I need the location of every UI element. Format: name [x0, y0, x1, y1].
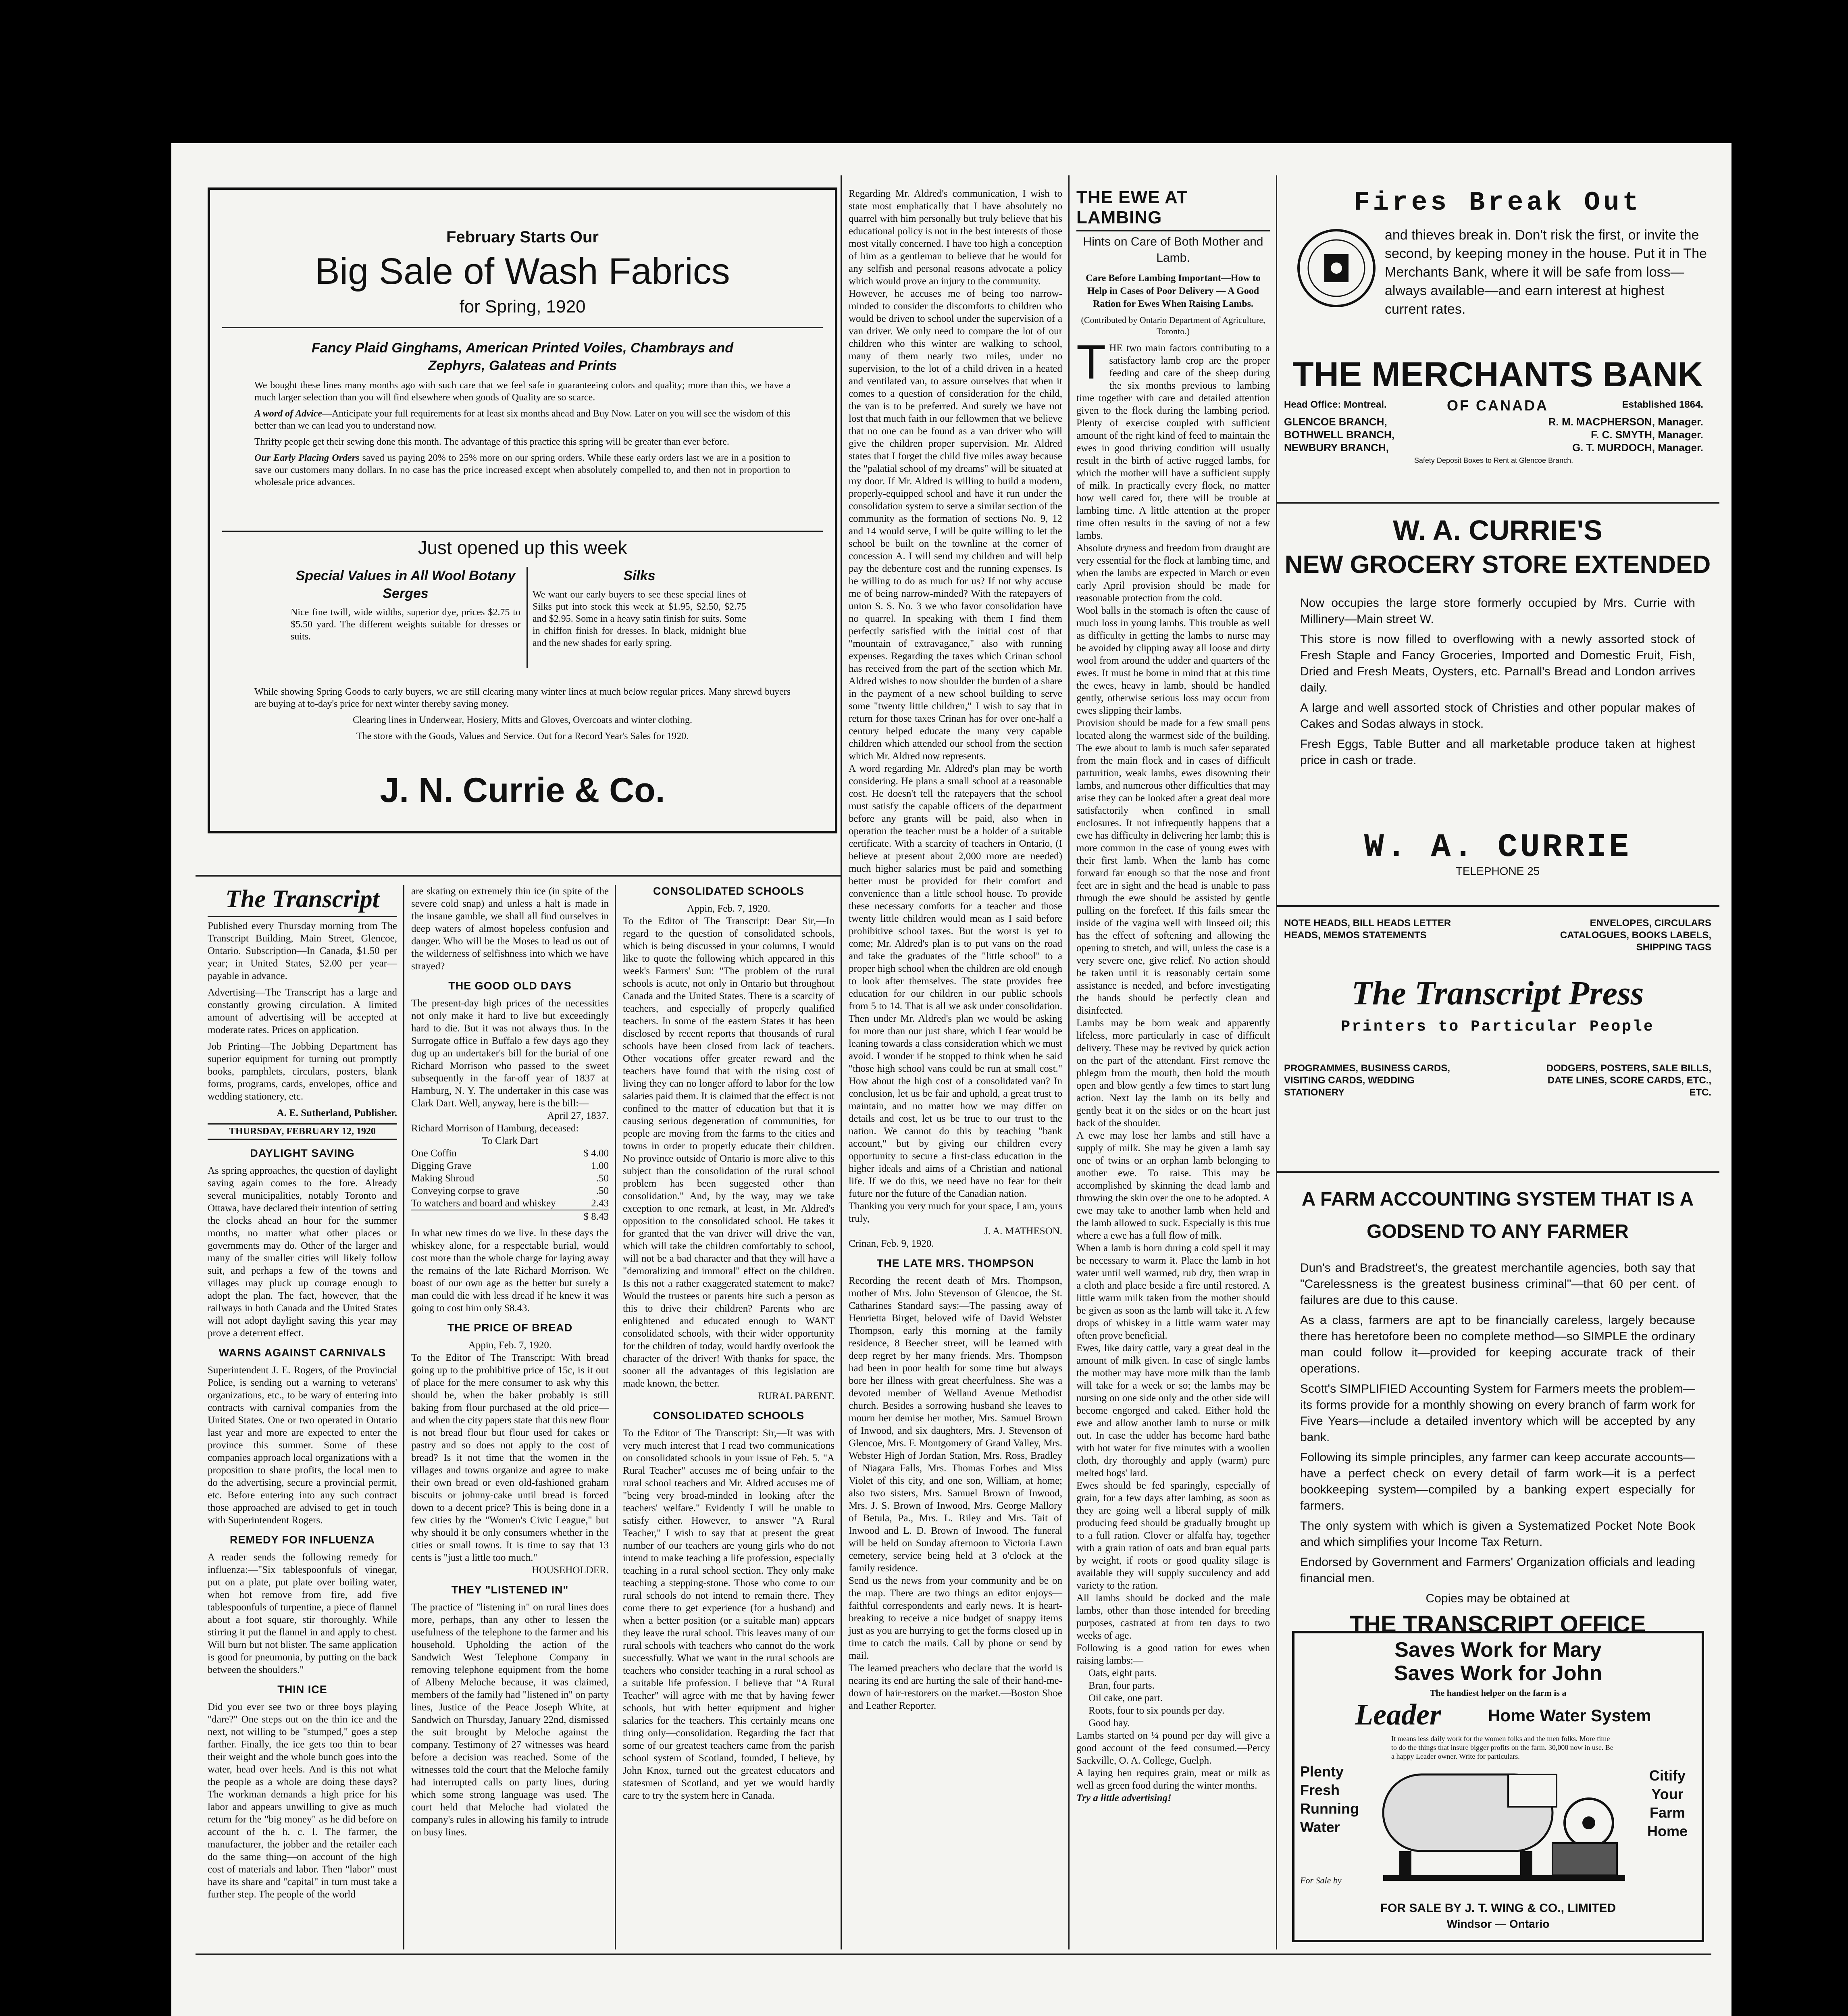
bank-of-canada: OF CANADA [1447, 397, 1548, 414]
ration-item: Roots, four to six pounds per day. [1088, 1705, 1225, 1716]
leader-right: Citify Your Farm Home [1647, 1767, 1688, 1839]
ad-body: We bought these lines many months ago with such care that we feel safe in guaranteeing colors and quality; more than this, we have a much larger selection than you will find elsewhere when goods of Quality are so scarce. A word of Advice—Anticipate your full requirements for at least six months ahead and Buy Now. Later on you will see the wisdom of this better than we can lead you to understand now. Thrifty people get their sewing done this month. The advantage of this practice this spring will be greater than ever before. Our Early Placing Orders saved us paying 20% to 25% more on our spring orders. While these early orders last we are in a position to save our customers many dollars. In no case has the price increased except when absolutely compelled to, and then not in proportion to wholesale price advances. [254, 380, 791, 487]
ad-body-2: While showing Spring Goods to early buyers, we are still clearing many winter lines at much below regular prices. Many shrewd buyers are buying at to-day's price for next winter thereby saving money. Clearing lines in Underwear, Hosiery, Mitts and Gloves, Overcoats and winter clothing. The store with the Goods, Values and Service. Out for a Record Year's Sales for 1920. [254, 687, 791, 741]
branch-row: GLENCOE BRANCH, R. M. MACPHERSON, Manager. [1284, 416, 1703, 428]
leader-brand: Leader [1355, 1698, 1441, 1731]
press-tagline: Printers to Particular People [1341, 1018, 1654, 1035]
bread-head: THE PRICE OF BREAD [447, 1322, 573, 1334]
silks-block: Silks We want our early buyers to see these special lines of Silks put into stock this week at $1.95, $2.50, $2.75 and $2.95. Some in a heavy satin finish for suits. Some in chiffon finish for dresses. In black, midnight blue and the new shades for early spring. [533, 568, 746, 648]
water-tank-icon [1375, 1762, 1633, 1895]
ewe-sub: Hints on Care of Both Mother and Lamb. [1083, 235, 1263, 264]
press-left-bottom: PROGRAMMES, BUSINESS CARDS, VISITING CARDS, WEDDING STATIONERY [1284, 1063, 1451, 1098]
serges-block: Special Values in All Wool Botany Serges Nice fine twill, wide widths, superior dye, prices $2.75 to $5.50 yard. The different weights suitable for dresses or suits. [291, 568, 520, 642]
listened-head: THEY "LISTENED IN" [451, 1584, 569, 1596]
bank-name: THE MERCHANTS BANK [1292, 355, 1703, 394]
news-text: Send us the news from your community and be on the map. There are two things an editor enjoys—faithful correspondents and early news. It is heart-breaking to receive a nice budget of snappy items just as you are hurrying to get the forms closed up in time to catch the mails. Call by phone or send by mail. [849, 1575, 1062, 1661]
press-left-top: NOTE HEADS, BILL HEADS LETTER HEADS, MEMOS STATEMENTS [1284, 918, 1451, 941]
press-right-bottom: DODGERS, POSTERS, SALE BILLS, DATE LINES, SCORE CARDS, ETC., ETC. [1546, 1063, 1711, 1098]
cons-dateline: Appin, Feb. 7, 1920. [687, 903, 770, 914]
influenza-head: REMEDY FOR INFLUENZA [229, 1534, 375, 1546]
leader-line3: The handiest helper on the farm is a [1430, 1688, 1567, 1698]
matheson-a: Regarding Mr. Aldred's communication, I wish to state most emphatically that I have absolutely no quarrel with him personally but truly believe that his educational policy is not in the best interests of those most vitally concerned. I have too high a conception of him as a gentleman to believe that he would for any selfish and personal reasons advocate a policy which would prove an injury to the community. [849, 188, 1062, 287]
just-opened: Just opened up this week [418, 537, 627, 558]
bill-item: Conveying corpse to grave .50 [411, 1185, 609, 1196]
grocery-body: Now occupies the large store formerly occupied by Mrs. Currie with Millinery—Main street W. This store is now filled to overflowing with a newly assorted stock of Fresh Staple and Fancy Groceries, Imported and Domestic Fruit, Fish, Dried and Fresh Meats, Oysters, etc. Parnall's Bread and London arrives daily. A large and well assorted stock of Christies and other popular makes of Cakes and Sodas always in stock. Fresh Eggs, Table Butter and all marketable produce taken at highest price in cash or trade. [1300, 596, 1695, 767]
ewe-head: THE EWE AT LAMBING [1076, 187, 1188, 227]
cons-text: To the Editor of The Transcript: Dear Sir,—In regard to the question of consolidated schools, which is being discussed in your columns, I would like to quote the following which appeared in this week's Farmers' Sun: "The problem of the rural schools is acute, not only in Ontario but throughout Canada and the United States. There is a scarcity of teachers, and especially of properly qualified teachers. In some of the eastern States it has been disclosed by recent reports that thousands of rural schools have been closed from lack of teachers. Other vocations offer greater reward and the teachers have found that with the rising cost of living they can no longer afford to labor for the low salaries paid them. It is claimed that the effect is not confined to the matter of education but that it is causing serious degeneration of communities, for people are moving from the farms to the cities and towns in order to properly educate their children. No province outside of Ontario is more alive to this subject than the consolidation of the rural school problem has been suggested other than consolidation." And, by the way, may we take exception to one remark, at least, in Mr. Aldred's opposition to the consolidated school. He takes it for granted that the van driver will drive the van, which will take the children comfortably to school, will not be a bad character and that they will have a "demoralizing and immoral" effect on the children. Is this not a rather exaggerated statement to make? Would the trustees or parents hire such a person as this to drive their children? Parents who are enlightened and educated enough to WANT consolidated schools, with their wider opportunity for the children of today, would hardly overlook the character of the driver! With thanks for space, the sooner all the advantages of this legislation are made known, the better. [623, 916, 835, 1389]
bill-to: To Clark Dart [482, 1135, 538, 1146]
carnivals-head: WARNS AGAINST CARNIVALS [219, 1347, 386, 1359]
branch-row: NEWBURY BRANCH, G. T. MURDOCH, Manager. [1284, 442, 1703, 454]
ewe-c: Wool balls in the stomach is often the cause of much loss in young lambs. This trouble as well as difficulty in getting the lambs to nurse may be avoided by clipping away all loose and dirty wool from around the udder and quarters of the ewes. It must be borne in mind that at this time the ewes, heavy in lamb, should be handled gently, otherwise serious loss may occur from ewes slipping their lambs. [1076, 605, 1270, 716]
leader-line1: Saves Work for Mary [1394, 1638, 1602, 1662]
bank-branches [1284, 415, 1703, 467]
accounting-office: THE TRANSCRIPT OFFICE [1349, 1611, 1646, 1637]
bill-item: Making Shroud .50 [411, 1173, 609, 1184]
matheson-c: A word regarding Mr. Aldred's plan may be worth considering. He plans a small school at a reasonable cost. He doesn't tell the ratepayers that the school must satisfy the capable officers of the department before any grants will be paid, also when in operation the teacher must be a holder of a suitable certificate. With a scarcity of teachers in Ontario, (I believe at present about 2,000 more are needed) much higher salaries must be paid and something better must be provided for their comfort and convenience than a little school house. To provide these necessary comforts for a teacher and those twenty little children would mean as I said before prohibitive school taxes. But the worst is yet to come; Mr. Aldred's plan is to put vans on the road and take the graduates of the "little school" to a proper high school when the children are old enough to look after themselves. The state provides free education for our children in our public schools from 5 to 14. That is all we ask under consolidation. Then under Mr. Aldred's plan we would be asking for more than our just share, which I fear would be leaning towards a class consideration which we must avoid. I wonder if he stopped to think when he said "those high school vans could be run at small cost." How about the high cost of a consolidated van? In conclusion, let us be fair and uphold, a great trust to maintain, and no matter how we may differ on details and cost, let us be true to our trust to the nation. We cannot do this by teaching "bank account," but by giving our children every opportunity to secure a first-class education in the higher ideals and aims of a Christian and national life. If we do this, we need have no fear for their future nor the future of the Canadian nation. [849, 763, 1062, 1199]
ewe-a: THE two main factors contributing to a satisfactory lamb crop are the proper feeding and care of the sheep during the six months previous to lambing time together with care and detailed attention given to the flock during the lambing period. Plenty of exercise coupled with sufficient amount of the right kind of feed to maintain the ewes in good thriving condition will usually result in the birth of active rugged lambs, for which the mother will have a sufficient supply of milk. In practically every flock, no matter how well cared for, there will be trouble at lambing time. A little attention at the proper time often results in the saving of not a few lambs. [1076, 335, 1270, 541]
column-1 [208, 885, 397, 1949]
ration-item: Bran, four parts. [1088, 1680, 1155, 1691]
accounting-ad [1284, 1183, 1711, 1637]
cons2-text: To the Editor of The Transcript: Sir,—It was with very much interest that I read two communications on consolidated schools in your issue of Feb. 5. "A Rural Teacher" accuses me of being unfair to the rural school teachers and Mr. Aldred accuses me of "being very broad-minded in looking after the teachers' welfare." Evidently I will be unable to satisfy either. However, to answer "A Rural Teacher," I wish to say that at present the great number of our teachers are young girls who do not intend to make teaching a life profession, especially teaching in a rural school section. They only make teaching a stepping-stone. Those who come to our rural schools do not intend to remain there. They come there to get experience (for a husband) and when a better position (or a suitable man) appears they leave the rural school. This leaves many of our rural schools with teachers who cannot do the work successfully. What we want in the rural schools are teachers who consider teaching in a rural school as a suitable life profession. I believe that "A Rural Teacher" will agree with me that by having fewer schools, but with better equipment and higher salaries for the teachers. This certainly means one thing only—consolidation. Regarding the fact that some of our greatest teachers came from the parish school system of Scotland, founded, I believe, by John Knox, turned out the greatest educators and statesmen of Scotland, and yet we would hardly care to try the system here in Canada. [623, 1428, 835, 1801]
bank-safety: Safety Deposit Boxes to Rent at Glencoe Branch. [1414, 456, 1573, 464]
bill-date: April 27, 1837. [547, 1110, 609, 1121]
bill-item: Digging Grave 1.00 [411, 1160, 609, 1171]
issue-date: THURSDAY, FEBRUARY 12, 1920 [229, 1126, 376, 1137]
press-right-top: ENVELOPES, CIRCULARS CATALOGUES, BOOKS LABELS, SHIPPING TAGS [1560, 918, 1711, 953]
right-ads-column [1284, 187, 1711, 1949]
daylight-head: DAYLIGHT SAVING [250, 1147, 355, 1159]
olddays-text-2: In what new times do we live. In these days the whiskey alone, for a respectable burial, would cost more than the whole charge for laying away the remains of the late Richard Morrison. We boast of our own age as the better but surely a man could die with less dread if he knew it was going to cost him only $8.43. [411, 1228, 609, 1314]
ewe-m: A laying hen requires grain, meat or milk as well as green food during the winter months. [1076, 1768, 1270, 1791]
ewe-sub2: Care Before Lambing Important—How to Help in Cases of Poor Delivery — A Good Ration for Ewes When Raising Lambs. [1086, 273, 1261, 309]
ewe-i: Ewes should be fed sparingly, especially of grain, for a few days after lambing, as soon as they are going well a liberal supply of milk producing feed should be gradually brought up to a full ration. Clover or alfalfa hay, together with a grain ration of oats and bran equal parts by weight, if roots or good quality silage is available they will supply succulency and add variety to the ration. [1076, 1480, 1270, 1591]
matheson-date: Crinan, Feb. 9, 1920. [849, 1238, 934, 1249]
bill-item: To watchers and board and whiskey 2.43 [411, 1198, 609, 1209]
leader-dealer: FOR SALE BY J. T. WING & CO., LIMITED [1380, 1901, 1616, 1915]
ewe-h: Ewes, like dairy cattle, vary a great deal in the amount of milk given. In case of single lambs the mother may have more milk than the lamb will take for a week or so; the lambs may be nursing on one side only and the other side will become engorged and caked. Either hold the ewe and allow another lamb to nurse or milk out. In case the udder has become hard bathe with hot water for five minutes with a woollen cloth, dry thoroughly and apply (warm) pure melted hogs' lard. [1076, 1343, 1270, 1479]
bill-items [411, 1147, 609, 1223]
cons-head: CONSOLIDATED SCHOOLS [653, 885, 804, 897]
matheson-b: However, he accuses me of being too narrow-minded to consider the discomforts to children who would be driven to school under the supervision of a van driver. We only need to compare the lot of our children who this winter are walking to school, many of them nearly two miles, under no supervision, to the lot of a child driven in a heated and ventilated van, to assure ourselves that when it comes to a question of consideration for the child, the van is to be preferred. And surely we have not lost that much faith in our fellowmen that we believe that no one can be found as a van driver who will give the children proper supervision. Mr. Aldred states that I forget the child five miles away because the "palatial school of my dreams" will be situated at my door. If Mr. Aldred is willing to build a modern, properly-equipped school and have it run under the consolidation system to serve a similar section of the community as the formation of sections No. 9, 12 and 14 would serve, I will be quite willing to let the school be built on the townline at the corner of concession A. I will send my children and will help pay the debenture cost and the running expenses. Is he willing to do as much for us? If not why accuse me of being narrow-minded? With the ratepayers of union S. S. No. 3 we who favor consolidation have no quarrel. In speaking with them I find them perfectly satisfied with the initial cost of that "mountain of extravagance," also with running expenses. Regarding the taxes which Crinan school has received from the part of the section which Mr. Aldred wishes to now shoulder the burden of a share in the payment of a new school building to serve some "twenty little children," I wish to say that in return for those taxes Crinan has for over one-half a century helped educate the many very capable children which attended our school from the section which Mr. Aldred now represents. [849, 288, 1062, 762]
leader-left: Plenty Fresh Running Water [1300, 1763, 1359, 1835]
ewe-l: Lambs started on ¼ pound per day will give a good account of the feed consumed.—Percy Sackville, O. A. College, Guelph. [1076, 1730, 1270, 1766]
ewe-d: Provision should be made for a few small pens located along the warmest side of the building. The ewe about to lamb is much safer separated from the main flock and in cases of difficult parturition, weak lambs, ewes disowning their lambs, and numerous other difficulties that may arise they can be looked after a great deal more satisfactorily when confined in small enclosures. It not infrequently happens that a ewe has difficulty in delivering her lamb; this is more common in the case of young ewes with their first lamb. When the lamb has come forward far enough so that the nose and front feet are in sight and the head is unable to pass through the ewe should be assisted by gentle pulling on the forefeet. If this fails smear the inside of the vagina well with linseed oil; this has the effect of softening and allowing the opening to stretch, and will, unless the case is a very severe one, give relief. No action should be taken until it is reasonably certain some assistance is needed, and before investigating the hands should be perfectly clean and disinfected. [1076, 718, 1270, 1016]
masthead-advertising: Advertising—The Transcript has a large and constantly growing circulation. A limited amount of advertising will be accepted at moderate rates. Prices on application. [208, 987, 397, 1035]
newspaper-page [171, 143, 1731, 2016]
preachers-text: The learned preachers who declare that the world is nearing its end are hurting the sale of their hand-me-down of hair-restorers on the market.—Boston Shoe and Leather Reporter. [849, 1663, 1062, 1711]
thinice-head: THIN ICE [277, 1683, 327, 1695]
accounting-head: A FARM ACCOUNTING SYSTEM THAT IS A GODSEND TO ANY FARMER [1301, 1189, 1694, 1242]
grocery-phone: TELEPHONE 25 [1455, 865, 1540, 877]
thompson-text: Recording the recent death of Mrs. Thompson, mother of Mrs. John Stevenson of Glencoe, the St. Catharines Standard says:—The passing away of Henrietta Birget, beloved wife of David Webster Thompson, early this morning at the family residence, 8 Beecher street, will be learned with deep regret by her many friends. Mrs. Thompson had been in poor health for some time but always bore her illness with great cheerfulness. She was a devoted member of Welland Avenue Methodist church. Besides a sorrowing husband she leaves to mourn her demise her mother, Mrs. Samuel Brown of Inwood, and six daughters, Mrs. J. Stevenson of Glencoe, Mrs. F. Montgomery of Grand Valley, Mrs. Webster High of Jordan Station, Mrs. Ross, Bradley of Niagara Falls, Mrs. Thomas Forbes and Miss Violet of this city, and one son, William, at home; also two sisters, Mrs. Samuel Brown of Inwood, Mrs. J. S. Brown of Inwood, Mrs. George Mallory of Betula, Pa., Mrs. L. Riley and Mrs. Tait of Inwood and L. D. Brown of Inwood. The funeral will be held on Sunday afternoon to Victoria Lawn cemetery, service being held at 3 o'clock at the family residence. [849, 1275, 1062, 1574]
bill-from: Richard Morrison of Hamburg, deceased: [411, 1123, 579, 1134]
masthead-job: Job Printing—The Jobbing Department has superior equipment for turning out promptly books, pamphlets, circulars, posters, blank forms, programs, cards, envelopes, office and wedding stationery, etc. [208, 1041, 397, 1102]
bank-headline: Fires Break Out [1353, 187, 1642, 218]
ewe-j: All lambs should be docked and the male lambs, other than those intended for breeding purposes, castrated at from ten days to two weeks of age. [1076, 1593, 1270, 1641]
leader-line2: Saves Work for John [1394, 1662, 1602, 1685]
thinice-continued: are skating on extremely thin ice (in spite of the severe cold snap) and unless a halt is made in the insane gamble, we shall all find ourselves in deep waters of almost hopeless confusion and danger. Who will be the Moses to lead us out of the wilderness of selfishness into which we have strayed? [411, 886, 609, 972]
merchants-bank-ad [1284, 187, 1711, 494]
matheson-sig: J. A. MATHESON. [984, 1226, 1062, 1237]
ewe-k: Following is a good ration for ewes when raising lambs:— [1076, 1643, 1270, 1666]
column-5 [1076, 187, 1270, 1949]
ewe-e: Lambs may be born weak and apparently lifeless, more particularly in case of difficult delivery. These may be revived by quick action on the part of the attendant. First remove the phlegm from the mouth, then hold the mouth open and blow gently a few times to start lung action. Next lay the lamb on its belly and gently beat it on the sides or on the heart just back of the shoulder. [1076, 1018, 1270, 1129]
ewe-b: Absolute dryness and freedom from draught are very essential for the flock at lambing time, and when the lambs are expected in March or even early April provision should be made for reasonable protection from the cold. [1076, 543, 1270, 604]
listened-text: The practice of "listening in" on rural lines does more, perhaps, than any other to lessen the usefulness of the telephone to the farmer and his household. Upholding the action of the Sandwich West Telephone Company in removing telephone equipment from the home of Albeny Meloche because, it was claimed, members of the family had "listened in" on party lines, Justice of the Peace Joseph White, at Sandwich on Thursday, January 22nd, dismissed the suit brought by Meloche against the company. Testimony of 27 witnesses was heard before a decision was reached. Some of the witnesses told the court that the Meloche family had interrupted calls on party lines, during which some strong language was used. The court held that Meloche had violated the company's rules in allowing his family to intrude on busy lines. [411, 1602, 609, 1838]
grocery-ad [1284, 514, 1711, 877]
column-3 [623, 885, 835, 1949]
grocery-line2: NEW GROCERY STORE EXTENDED [1284, 551, 1711, 579]
leader-for-sale: For Sale by [1300, 1875, 1342, 1885]
branch-row: BOTHWELL BRANCH, F. C. SMYTH, Manager. [1284, 429, 1703, 441]
press-name: The Transcript Press [1351, 975, 1644, 1012]
bank-text: and thieves break in. Don't risk the first, or invite the second, by keeping money in the house. Put it in The Merchants Bank, where it will be safe from loss—always available—and earn interest at highest current rates. [1385, 227, 1707, 317]
ration-item: Oats, eight parts. [1088, 1668, 1157, 1679]
thinice-text: Did you ever see two or three boys playing "dare?" One steps out on the thin ice and the next, not willing to be "stumped," goes a step farther. Finally, the ice gets too thin to bear their weight and the whole bunch goes into the water, head over heels. And is this not what the people as a whole are doing these days? The workman demands a high price for his labor and appears unwilling to give as much return for the "big money" as he did before on account of the h. c. l. The farmer, the manufacturer, the jobber and the retailer each do the same thing—on account of the high cost of materials and labor. Then "labor" must have its share and "capital" in turn must take a further step. The people of the world [208, 1702, 397, 1900]
ewe-g: When a lamb is born during a cold spell it may be necessary to warm it. Place the lamb in hot water until well warmed, rub dry, then wrap in a cloth and place beside a fire until restored. A little warm milk taken from the mother should be given as soon as the lamb will take it. A few drops of whiskey in a little warm water may often prove beneficial. [1076, 1243, 1270, 1341]
carnivals-text: Superintendent J. E. Rogers, of the Provincial Police, is sending out a warning to veterans' organizations, etc., to be wary of entering into contracts with carnival companies from the United States. One or two operated in Ontario last year and more are expected to enter the province this summer. Some of these companies approach local organizations with a proposition to share profits, the local men to do the advertising, secure a provincial permit, etc. Before entering into any such contract those approached are advised to get in touch with Superintendent Rogers. [208, 1365, 397, 1526]
masthead-title: The Transcript [225, 885, 379, 913]
drop-cap: T [1076, 335, 1106, 389]
ration-list [1076, 1667, 1270, 1729]
leader-product: Home Water System [1488, 1706, 1651, 1725]
ewe-n: Try a little advertising! [1076, 1793, 1172, 1804]
leader-city: Windsor — Ontario [1446, 1918, 1550, 1930]
transcript-press-ad [1284, 917, 1711, 1167]
column-2 [411, 885, 609, 1949]
bill-total: $ 8.43 [411, 1210, 609, 1223]
ad-title: Big Sale of Wash Fabrics [315, 251, 730, 292]
ad-signature: J. N. Currie & Co. [380, 771, 665, 810]
ad-subtitle: for Spring, 1920 [459, 297, 586, 317]
ration-item: Oil cake, one part. [1088, 1693, 1163, 1704]
leader-water-ad [1292, 1631, 1704, 1942]
column-4 [849, 187, 1062, 1949]
grocery-name: W. A. CURRIE [1364, 829, 1632, 866]
bank-head-office: Head Office: Montreal. [1284, 399, 1387, 410]
cons2-head: CONSOLIDATED SCHOOLS [653, 1410, 804, 1422]
accounting-body: Dun's and Bradstreet's, the greatest merchantile agencies, both say that "Carelessness is the greatest business criminal"—that 60 per cent. of failures are due to this cause. As a class, farmers are apt to be financially careless, largely because there has heretofore been no complete method—so SIMPLE the ordinary man could follow it—provided for keeping accurate track of their operations. Scott's SIMPLIFIED Accounting System for Farmers meets the problem—its forms provide for a monthly showing on every branch of farm work for Five Years—include a detailed inventory which will be accepted by any bank. Following its simple principles, any farmer can keep accurate accounts—have a perfect check on every detail of farm work—it is a perfect bookkeeping system—compiled by a banking expert especially for farmers. The only system with which is given a Systematized Pocket Note Book and which simplifies your Income Tax Return. Endorsed by Government and Farmers' Organization officials and leading financial men. Copies may be obtained at [1300, 1261, 1695, 1605]
currie-fabric-ad [208, 187, 837, 833]
masthead-published: Published every Thursday morning from The Transcript Building, Main Street, Glencoe, Ontario. Subscription—In Canada, $1.50 per year; in United States, $2.00 per year—payable in advance. [208, 921, 397, 981]
influenza-text: A reader sends the following remedy for influenza:—"Six tablespoonfuls of vinegar, put on a plate, put plate over boiling water, when hot remove from fire, add five tablespoonfuls of turpentine, a piece of flannel about a foot square, stir thoroughly. While stirring it put the flannel in and apply to chest. Will burn but not blister. The same application is good for pneumonia, by putting on the back between the shoulders." [208, 1552, 397, 1675]
bread-dateline: Appin, Feb. 7, 1920. [468, 1340, 552, 1351]
ration-item: Good hay. [1088, 1718, 1130, 1729]
ad-fabrics: Fancy Plaid Ginghams, American Printed Voiles, Chambrays and Zephyrs, Galateas and Prints [311, 340, 734, 373]
bread-sig: HOUSEHOLDER. [532, 1565, 609, 1576]
matheson-d: Thanking you very much for your space, I am, yours truly, [849, 1201, 1062, 1224]
thompson-head: THE LATE MRS. THOMPSON [876, 1257, 1034, 1269]
masthead-publisher: A. E. Sutherland, Publisher. [277, 1108, 397, 1118]
cons-sig: RURAL PARENT. [758, 1391, 835, 1402]
grocery-line1: W. A. CURRIE'S [1393, 514, 1602, 546]
daylight-text: As spring approaches, the question of daylight saving again comes to the fore. Already several municipalities, notably Toronto and Ottawa, have declared their intention of setting the clocks ahead an hour for the summer months, no matter what other places or governments may do. Other of the larger and many of the smaller cities will likely follow suit, and perhaps a few of the towns and villages may pluck up courage enough to adopt the plan. The fact, however, that the railways in both Canada and the United States will not adopt daylight saving this year may prove a deterrent effect. [208, 1165, 397, 1339]
bread-text: To the Editor of The Transcript: With bread going up to the prohibitive price of 15c, is it out of place for the mere consumer to ask why this should be, when the baker probably is still baking from flour purchased at the old price—and when the city papers state that this new flour is not bread flour but flour used for cakes or pastry and so does not apply to the cost of bread? Is it not time that the women in the villages and towns organize and agree to make their own bread or even old-fashioned graham biscuits or johnny-cake until bread is forced down to a decent price? This is being done in a few cities by the "Women's Civic League," but why should it be only consumers whether in the cities or small towns. It is time to say that 13 cents is "just a little too much." [411, 1352, 609, 1563]
olddays-head: THE GOOD OLD DAYS [448, 980, 572, 992]
ewe-credit: (Contributed by Ontario Department of Agriculture, Toronto.) [1081, 315, 1265, 336]
bank-seal-icon [1296, 228, 1377, 308]
olddays-text: The present-day high prices of the necessities not only make it hard to live but exceedingly hard to die. But it was not always thus. In the Surrogate office in Buffalo a few days ago they dug up an undertaker's bill for the burial of one Richard Morrison who passed to the sweet subsequently in the far-off year of 1837 at Hamburg, N. Y. The undertaker in this case was Clark Dart. Well, anyway, here is the bill:— [411, 998, 609, 1109]
leader-desc: It means less daily work for the women folks and the men folks. More time to do the things that insure bigger profits on the farm. 30,000 now in use. Be a happy Leader owner. Write for particulars. [1391, 1735, 1613, 1760]
bill-item: One Coffin $ 4.00 [411, 1148, 609, 1159]
bank-established: Established 1864. [1622, 399, 1703, 410]
ewe-f: A ewe may lose her lambs and still have a supply of milk. She may be given a lamb say one of twins or an orphan lamb belonging to another ewe. To raise. This may be accomplished by skinning the dead lamb and throwing the skin over the one to be adopted. A ewe may take to another lamb when held and the lamb allowed to suck. Especially is this true where a ewe has a full flow of milk. [1076, 1130, 1270, 1241]
ad-intro: February Starts Our [446, 228, 599, 246]
